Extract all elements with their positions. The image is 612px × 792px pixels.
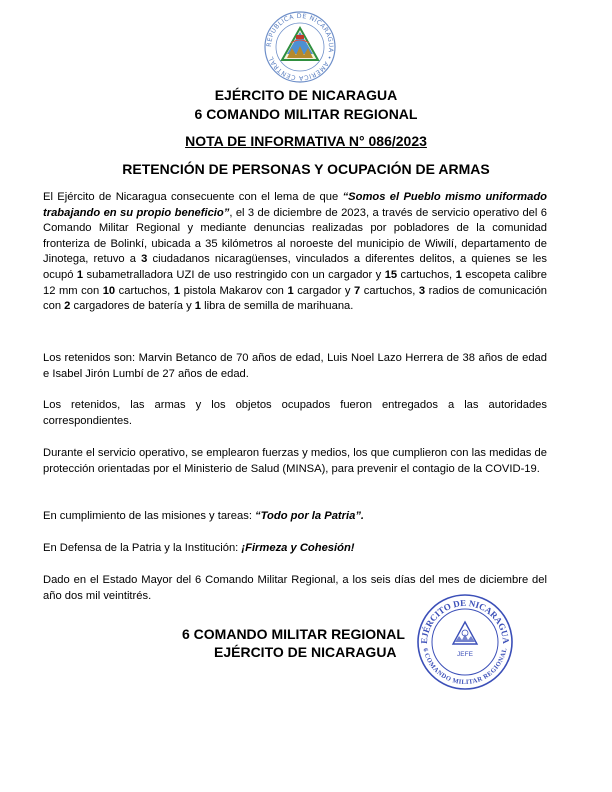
p6-text: En Defensa de la Patria y la Institución: — [43, 542, 242, 554]
stamp-center-label: JEFE — [457, 651, 473, 658]
paragraph-date-given: Dado en el Estado Mayor del 6 Comando Militar Regional, a los seis días del mes de diciembre del año dos mil veintitrés. — [43, 574, 547, 602]
p1-text: cargadores de batería y — [70, 300, 195, 313]
p5-motto: “Todo por la Patria”. — [255, 510, 365, 522]
p1-text: ciudadanos nicaragüenses, vinculados a diferentes delitos, a quienes se les ocupó — [43, 253, 547, 281]
p1-text: escopeta calibre 12 mm con — [43, 268, 547, 297]
p1-num: 15 — [384, 268, 398, 281]
p1-motto: “Somos el Pueblo mismo uniformado trabajando en su propio beneficio” — [43, 191, 547, 219]
signature-command: 6 COMANDO MILITAR REGIONAL — [182, 626, 405, 642]
header-command-name: 6 COMANDO MILITAR REGIONAL — [194, 106, 418, 122]
paragraph-1 — [43, 190, 547, 315]
p1-text: libra de semilla de marihuana. — [201, 300, 354, 313]
seal-ring-text: REPÚBLICA DE NICARAGUA • AMÉRICA CENTRAL — [265, 12, 335, 82]
paragraph-detainees: Los retenidos son: Marvin Betanco de 70 años de edad, Luis Noel Lazo Herrera de 38 años de edad e Isabel Jirón Lumbí de 27 años de edad. — [43, 352, 547, 380]
note-title-text: NOTA DE INFORMATIVA N° 086/2023 — [185, 133, 427, 149]
p1-num: 3 — [141, 253, 148, 266]
p1-text: cargador y — [293, 284, 354, 297]
p1-text: cartuchos, — [360, 284, 419, 297]
header-army-name: EJÉRCITO DE NICARAGUA — [214, 87, 398, 103]
p1-num: 1 — [194, 300, 202, 313]
p1-num: 1 — [76, 268, 84, 281]
p6-motto: ¡Firmeza y Cohesión! — [241, 542, 355, 554]
paragraph-covid-measures: Durante el servicio operativo, se emplearon fuerzas y medios, los que cumplieron con las medidas de protección orientadas por el Ministerio de Salud (MINSA), para prevenir el contagio de la COVID-19. — [43, 447, 547, 475]
p1-text: pistola Makarov con — [180, 284, 288, 297]
p1-text-b: , el 3 de diciembre de 2023, a través de servicio operativo del 6 Comando Militar Regional y mediante denuncias realizadas por pobladores de la comunidad fronteriza de Bolinkí, ubicada a 35 kilómetros al noroeste del municipio de Wiwilí, departamento de Jinotega, retuvo a — [43, 206, 547, 266]
p1-text: radios de comunicación con — [43, 284, 548, 313]
p1-text: subametralladora UZI de uso restringido con un cargador y — [83, 268, 385, 281]
paragraph-defense-motto — [43, 541, 547, 557]
p1-num: 3 — [418, 284, 426, 297]
p1-num: 7 — [354, 284, 361, 297]
p1-num: 1 — [455, 268, 462, 281]
p1-text: cartuchos, — [115, 284, 174, 297]
stamp-ring-bottom: 6 COMANDO MILITAR REGIONAL — [421, 647, 509, 687]
p1-text: cartuchos, — [397, 268, 456, 281]
p1-num: 1 — [287, 284, 294, 297]
note-title — [0, 133, 612, 149]
p1-num: 1 — [173, 284, 181, 297]
p1-num: 2 — [64, 300, 71, 313]
nicaragua-coat-of-arms-seal — [263, 10, 337, 84]
official-stamp — [415, 592, 515, 692]
p1-text-a: El Ejército de Nicaragua consecuente con el lema de que — [43, 191, 343, 203]
paragraph-handover: Los retenidos, las armas y los objetos ocupados fueron entregados a las autoridades correspondientes. — [43, 399, 547, 427]
p1-num: 10 — [102, 284, 116, 297]
subject-heading: RETENCIÓN DE PERSONAS Y OCUPACIÓN DE ARMAS — [122, 161, 490, 177]
p5-text: En cumplimiento de las misiones y tareas: — [43, 510, 256, 522]
stamp-ring-top: EJÉRCITO DE NICARAGUA — [418, 597, 512, 645]
signature-army: EJÉRCITO DE NICARAGUA — [214, 644, 397, 660]
paragraph-mission-motto — [43, 509, 547, 525]
